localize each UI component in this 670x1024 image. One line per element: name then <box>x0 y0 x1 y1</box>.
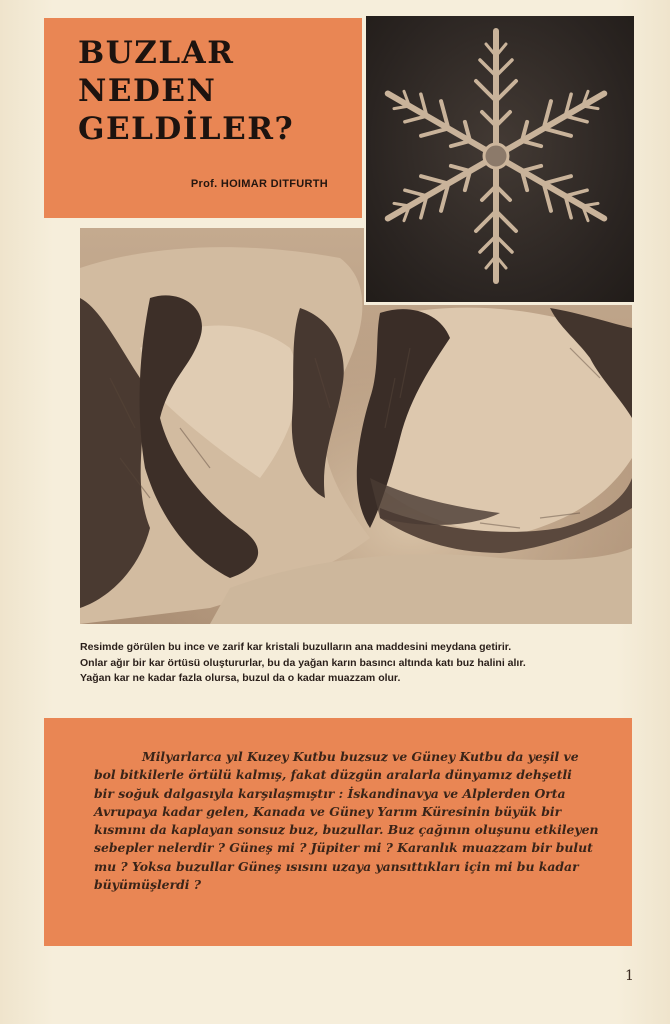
intro-line: Avrupaya kadar gelen, Kanada ve Güney Yarım Küresinin büyük bir <box>94 803 562 819</box>
intro-line: kısmını da kaplayan sonsuz buz, buzullar. Buz çağının oluşunu etkileyen <box>94 822 599 838</box>
title-line: NEDEN <box>78 73 217 109</box>
intro-line: bir soğuk dalgasıyla karşılaşmıştır : İskandinavya ve Alplerden Orta <box>94 785 566 801</box>
article-title <box>78 34 294 148</box>
intro-line: sebepler nelerdir ? Güneş mi ? Jüpiter mi ? Karanlık muazzam bir bulut <box>94 840 593 856</box>
intro-line: mu ? Yoksa buzullar Güneş ısısını uzaya yansıttıkları için mi bu kadar <box>94 858 579 874</box>
title-panel <box>44 18 362 218</box>
title-line: GELDİLER? <box>78 111 295 147</box>
intro-line: bol bitkilerle örtülü kalmış, fakat düzgün aralarla dünyamız dehşetli <box>94 767 572 783</box>
intro-paragraph <box>94 748 614 894</box>
intro-line: Milyarlarca yıl Kuzey Kutbu buzsuz ve Güney Kutbu da yeşil ve <box>142 749 579 764</box>
caption-line: Onlar ağır bir kar örtüsü oluştururlar, bu da yağan karın basıncı altında katı buz halini alır. <box>80 656 526 669</box>
caption-line: Resimde görülen bu ince ve zarif kar kristali buzulların ana maddesini meydana getirir. <box>80 641 512 653</box>
intro-panel <box>44 718 632 946</box>
snowflake-icon <box>366 16 634 302</box>
title-line: BUZLAR <box>78 35 235 71</box>
page-number: 1 <box>625 968 634 984</box>
intro-line: büyümüşlerdi ? <box>94 877 202 893</box>
caption-line: Yağan kar ne kadar fazla olursa, buzul da o kadar muazzam olur. <box>80 672 401 684</box>
photo-caption <box>80 640 640 687</box>
snowflake-photo <box>364 16 634 305</box>
author-byline: Prof. HOIMAR DITFURTH <box>190 178 328 190</box>
